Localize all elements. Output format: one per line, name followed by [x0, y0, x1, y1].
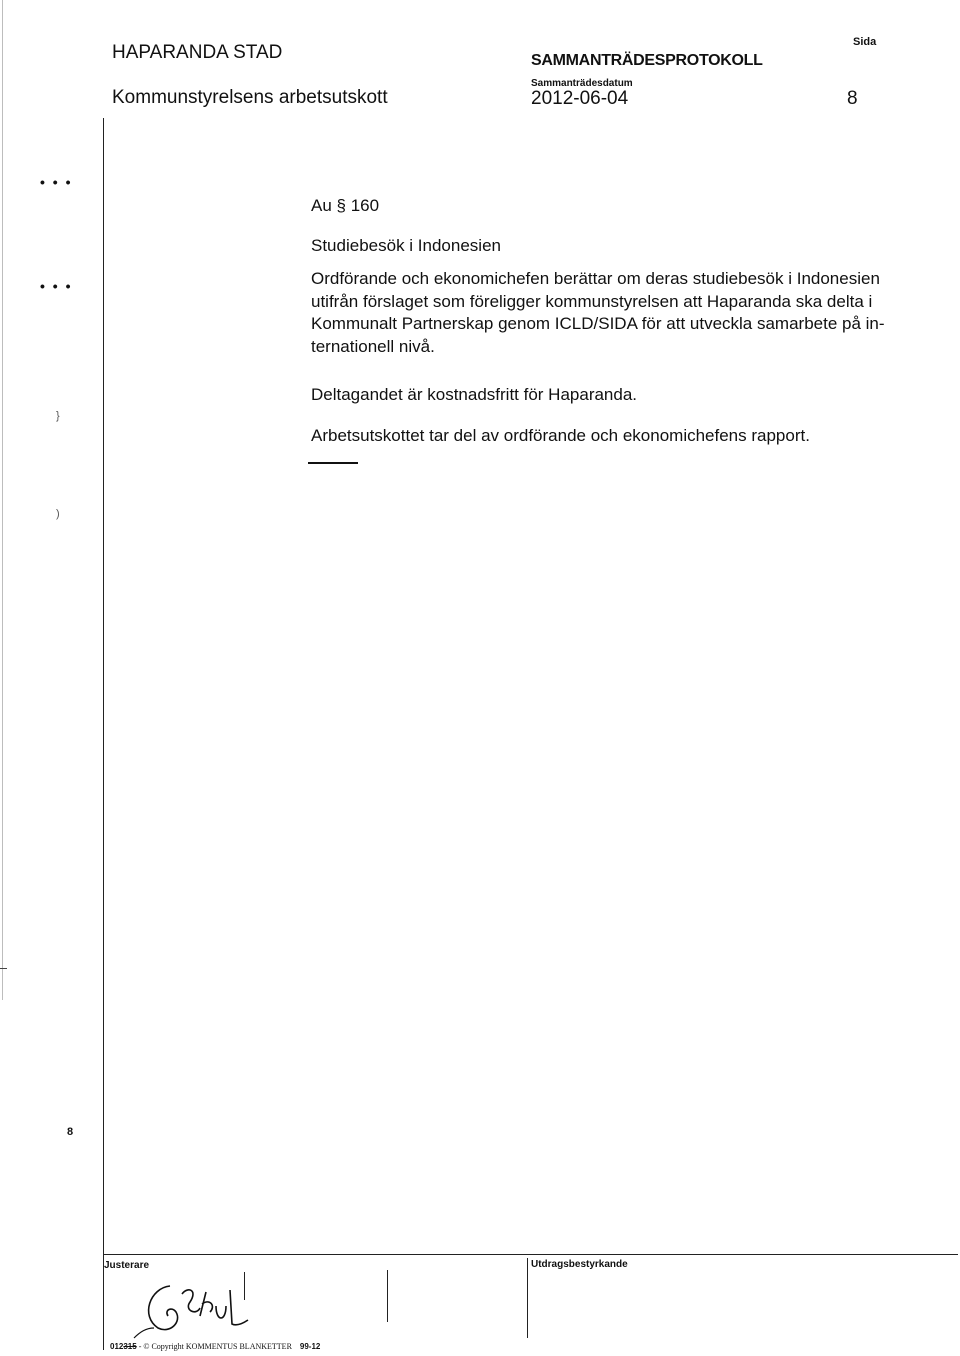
document-type: SAMMANTRÄDESPROTOKOLL — [531, 52, 763, 69]
organization-name: HAPARANDA STAD — [112, 42, 283, 63]
margin-dots-top: • • • — [40, 174, 73, 190]
margin-page-mark: 8 — [67, 1126, 74, 1138]
handwritten-signature — [130, 1276, 260, 1340]
justerare-label: Justerare — [104, 1260, 150, 1271]
committee-name: Kommunstyrelsens arbetsutskott — [112, 87, 388, 108]
section-end-rule — [308, 462, 358, 464]
paragraph-line: Ordförande och ekonomichefen berättar om deras studiebesök i Indonesien — [311, 269, 880, 288]
decision-paragraph: Arbetsutskottet tar del av ordförande och ekonomichefens rapport. — [311, 426, 810, 445]
footer-divider — [527, 1258, 528, 1338]
left-margin-rule — [103, 118, 104, 1350]
cost-paragraph: Deltagandet är kostnadsfritt för Haparanda. — [311, 385, 638, 404]
stray-mark-2: ) — [56, 508, 60, 520]
meeting-date: 2012-06-04 — [531, 88, 629, 109]
scan-edge — [2, 0, 3, 1000]
main-paragraph — [311, 268, 931, 358]
stray-mark-1: } — [56, 410, 60, 422]
paragraph-line: Kommunalt Partnerskap genom ICLD/SIDA för att utveckla samarbete på in- — [311, 314, 885, 334]
utdrag-label: Utdragsbestyrkande — [531, 1259, 628, 1270]
form-number: 012 — [110, 1342, 124, 1351]
form-version: 99-12 — [299, 1342, 321, 1351]
form-number-struck: 315 — [123, 1342, 137, 1351]
margin-dots-bottom: • • • — [40, 278, 73, 294]
page-label: Sida — [853, 36, 877, 48]
footer-divider — [387, 1270, 388, 1322]
date-label: Sammanträdesdatum — [531, 78, 633, 89]
paragraph-line: ternationell nivå. — [311, 336, 435, 356]
section-number: Au § 160 — [311, 196, 380, 215]
form-copyright: - © Copyright KOMMENTUS BLANKETTER — [138, 1342, 292, 1351]
fold-tick — [0, 968, 7, 969]
section-subject: Studiebesök i Indonesien — [311, 236, 501, 255]
footer-rule — [104, 1254, 958, 1255]
page-number: 8 — [847, 88, 858, 109]
paragraph-line: utifrån förslaget som föreligger kommunstyrelsen att Haparanda ska delta i — [311, 291, 873, 311]
form-code — [110, 1342, 320, 1351]
